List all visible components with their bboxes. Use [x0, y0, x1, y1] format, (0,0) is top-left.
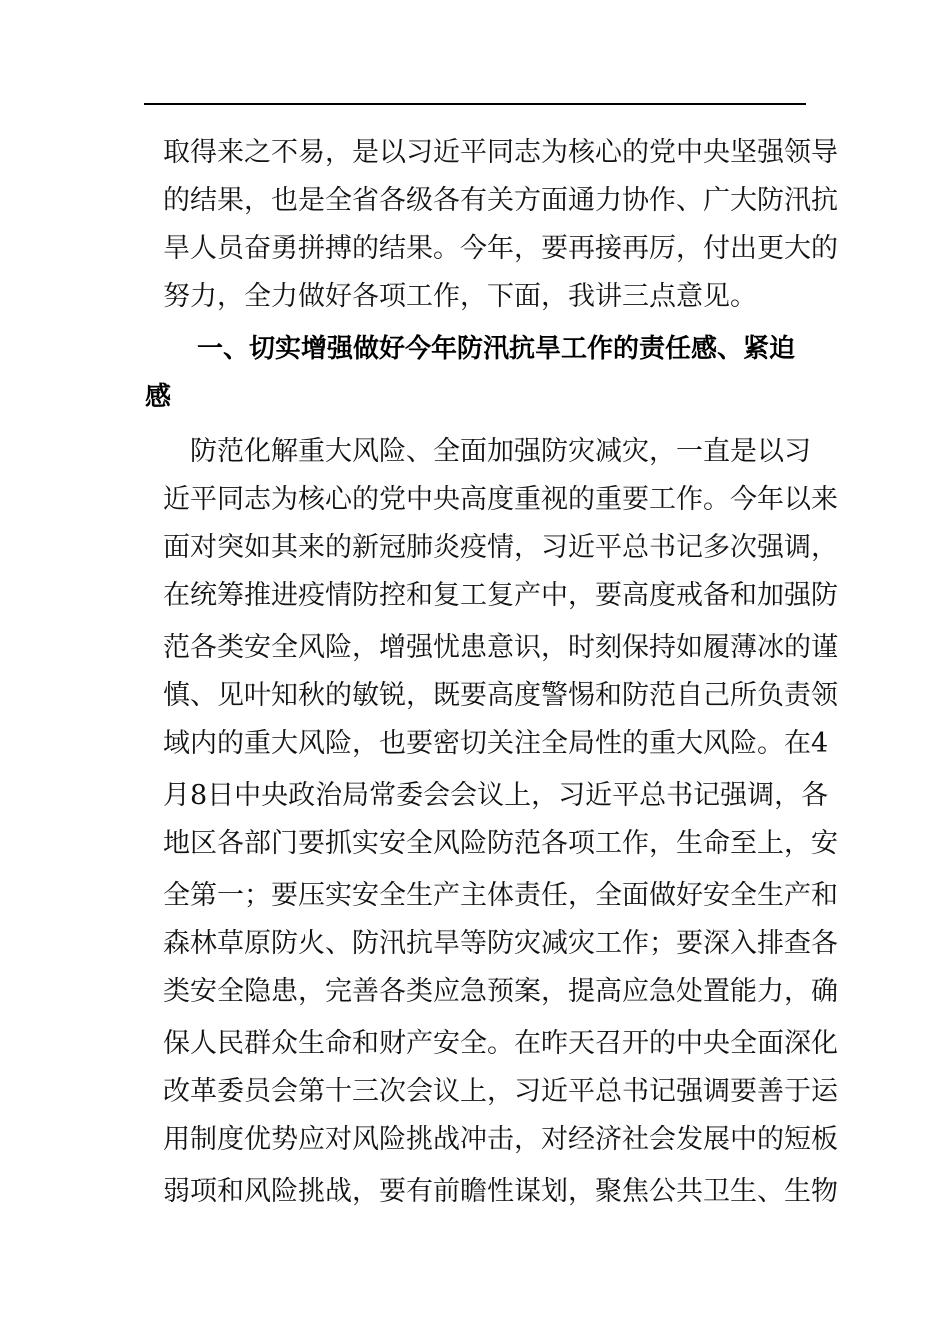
paragraph-line: 旱人员奋勇拼搏的结果。今年，要再接再厉，付出更大的 [163, 233, 838, 264]
paragraph-line: 保人民群众生命和财产安全。在昨天召开的中央全面深化 [163, 1028, 838, 1059]
paragraph-line: 慎、见叶知秋的敏锐，既要高度警惕和防范自己所负责领 [163, 680, 838, 711]
paragraph-line: 努力，全力做好各项工作，下面，我讲三点意见。 [163, 281, 757, 312]
paragraph-line: 改革委员会第十三次会议上，习近平总书记强调要善于运 [163, 1076, 838, 1107]
paragraph-line: 森林草原防火、防汛抗旱等防灾减灾工作；要深入排查各 [163, 928, 838, 959]
section-heading-continuation: 感 [145, 382, 172, 412]
paragraph-line: 弱项和风险挑战，要有前瞻性谋划，聚焦公共卫生、生物 [163, 1176, 838, 1207]
section-heading: 一、切实增强做好今年防汛抗旱工作的责任感、紧迫 [197, 334, 796, 364]
paragraph-line: 取得来之不易，是以习近平同志为核心的党中央坚强领导 [163, 137, 838, 168]
paragraph-line: 防范化解重大风险、全面加强防灾减灾，一直是以习 [163, 436, 811, 467]
paragraph-line: 月8日中央政治局常委会会议上，习近平总书记强调，各 [163, 780, 829, 811]
header-rule [144, 103, 806, 105]
paragraph-line: 地区各部门要抓实安全风险防范各项工作，生命至上，安 [163, 828, 838, 859]
paragraph-line: 全第一；要压实安全生产主体责任，全面做好安全生产和 [163, 880, 838, 911]
paragraph-line: 的结果，也是全省各级各有关方面通力协作、广大防汛抗 [163, 185, 838, 216]
paragraph-line: 域内的重大风险，也要密切关注全局性的重大风险。在4 [163, 728, 829, 759]
paragraph-line: 类安全隐患，完善各类应急预案，提高应急处置能力，确 [163, 976, 838, 1007]
paragraph-line: 用制度优势应对风险挑战冲击，对经济社会发展中的短板 [163, 1124, 838, 1155]
paragraph-line: 面对突如其来的新冠肺炎疫情，习近平总书记多次强调， [163, 532, 838, 563]
paragraph-line: 近平同志为核心的党中央高度重视的重要工作。今年以来 [163, 484, 838, 515]
paragraph-line: 在统筹推进疫情防控和复工复产中，要高度戒备和加强防 [163, 580, 838, 611]
paragraph-line: 范各类安全风险，增强忧患意识，时刻保持如履薄冰的谨 [163, 632, 838, 663]
